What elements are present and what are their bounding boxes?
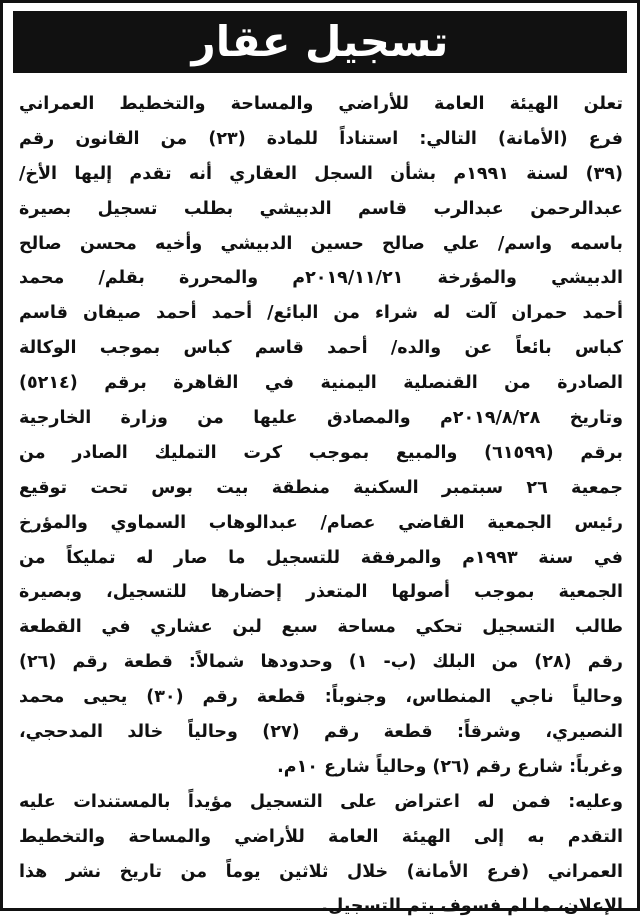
notice-line: عبدالرحمن عبدالرب قاسم الدبيشي بطلب تسجيل بصيرة (19, 198, 623, 219)
notice-line: فرع (الأمانة) التالي: استناداً للمادة (٢٣) من القانون رقم (19, 128, 623, 149)
notice-line: باسمه واسم/ علي صالح حسين الدبيشي وأخيه محسن صالح (19, 233, 623, 254)
notice-line: برقم (٦١٥٩٩) والمبيع بموجب كرت التمليك الصادر من (19, 442, 623, 463)
notice-line: في سنة ١٩٩٣م والمرفقة للتسجيل ما صار له تمليكاً من (19, 547, 623, 568)
notice-line: الجمعية بموجب أصولها المتعذر إحضارها للتسجيل، وبصيرة (19, 582, 623, 603)
notice-line: النصيري، وشرقاً: قطعة رقم (٢٧) وحالياً خالد المدحجي، (19, 722, 623, 743)
notice-line: رئيس الجمعية القاضي عصام/ عبدالوهاب السماوي والمؤرخ (19, 512, 623, 533)
notice-title: تسجيل عقار (191, 17, 449, 66)
notice-line: طالب التسجيل تحكي مساحة سبع لبن عشاري في القطعة (19, 617, 623, 638)
notice-line: الدبيشي والمؤرخة ٢٠١٩/١١/٢١م والمحررة بقلم/ محمد (19, 268, 623, 289)
notice-line: وحالياً ناجي المنطاس، وجنوباً: قطعة رقم (٣٠) يحيى محمد (19, 687, 623, 708)
title-bar (13, 11, 627, 73)
notice-line: وغرباً: شارع رقم (٢٦) وحالياً شارع ١٠م. (277, 756, 623, 777)
notice-line: التقدم به إلى الهيئة العامة للأراضي والمساحة والتخطيط (19, 826, 623, 847)
notice-body (19, 87, 623, 917)
notice-line: (٣٩) لسنة ١٩٩١م بشأن السجل العقاري أنه تقدم إليها الأخ/ (19, 163, 623, 184)
notice-line: الصادرة من القنصلية اليمنية في القاهرة برقم (٥٢١٤) (19, 373, 623, 394)
notice-line: الإعلان، ما لم فسوف يتم التسجيل. (321, 896, 623, 917)
notice-line: جمعية ٢٦ سبتمبر السكنية منطقة بيت بوس تحت توقيع (19, 477, 623, 498)
notice-line: رقم (٢٨) من البلك (ب- ١) وحدودها شمالاً: قطعة رقم (٢٦) (19, 652, 623, 673)
notice-line: أحمد حمران آلت له شراء من البائع/ أحمد أحمد صيفان قاسم (19, 303, 623, 324)
notice-line: تعلن الهيئة العامة للأراضي والمساحة والتخطيط العمراني (19, 94, 623, 114)
notice-line: العمراني (فرع الأمانة) خلال ثلاثين يوماً من تاريخ نشر هذا (19, 861, 623, 882)
notice-line: وتاريخ ٢٠١٩/٨/٢٨م والمصادق عليها من وزارة الخارجية (19, 408, 623, 429)
notice-line: كباس بائعاً عن والده/ أحمد قاسم كباس بموجب الوكالة (19, 338, 623, 359)
notice-line: وعليه: فمن له اعتراض على التسجيل مؤيداً بالمستندات عليه (19, 791, 623, 812)
